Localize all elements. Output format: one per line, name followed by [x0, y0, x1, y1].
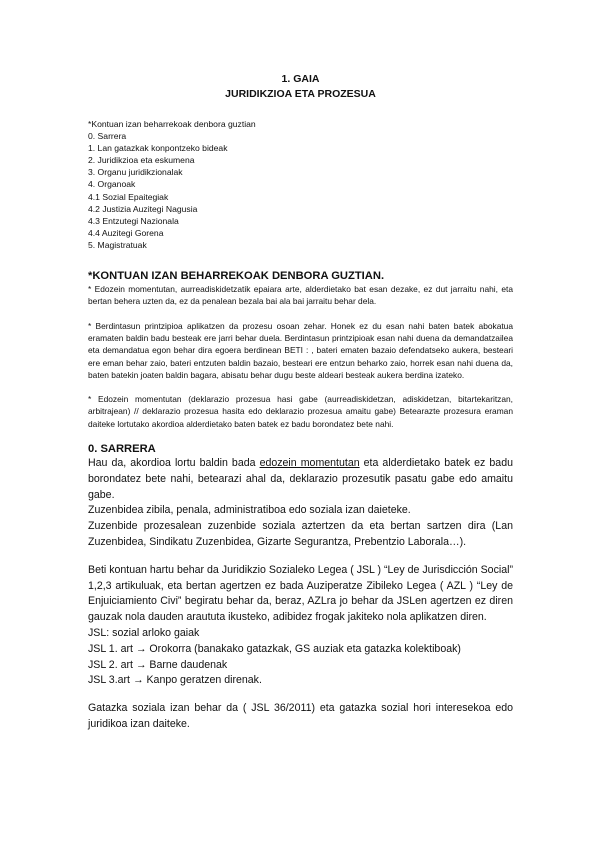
kontuan-paragraph-1: * Edozein momentutan, aurreadiskidetzatik epaiara arte, alderdietako bat esan dezake, ez dut jarraitu nahi, eta bertan behera uzten da, ez da penalean bezala bai ala bai jarraitu behar dela.	[88, 284, 513, 307]
toc-item: 4.3 Entzutegi Nazionala	[88, 215, 179, 226]
title-line-2: JURIDIKZIOA ETA PROZESUA	[225, 88, 376, 100]
text-span: eta alderdietako batek ez badu borondatez bete nahi, betearazi ahal da, deklarazio prozesutik pasatu gabe edo amaitu gabe.	[88, 457, 513, 501]
kontuan-heading: *KONTUAN IZAN BEHARREKOAK DENBORA GUZTIAN.	[88, 270, 385, 283]
table-of-contents	[88, 118, 513, 251]
sarrera-paragraph-2: Zuzenbidea zibila, penala, administratiboa edo soziala izan daieteke.	[88, 504, 411, 517]
underlined-text: edozein momentutan	[259, 457, 360, 469]
toc-item: 4.4 Auzitegi Gorena	[88, 227, 164, 238]
toc-item: 4.2 Justizia Auzitegi Nagusia	[88, 203, 198, 214]
text-span: Hau da, akordioa lortu baldin bada	[88, 457, 260, 469]
jsl-line: JSL 3.art → Kanpo geratzen direnak.	[88, 674, 262, 687]
sarrera-heading: 0. SARRERA	[88, 443, 156, 455]
sarrera-paragraph-3: Zuzenbide prozesalean zuzenbide soziala aztertzen da eta bertan sartzen dira (Lan Zuzenbidea, Sindikatu Zuzenbidea, Gizarte Segurantza, Prebentzio Laborala…).	[88, 520, 513, 548]
toc-item: 1. Lan gatazkak konpontzeko bideak	[88, 143, 228, 154]
toc-item: 2. Juridikzioa eta eskumena	[88, 155, 195, 166]
kontuan-paragraph-2: * Berdintasun printzipioa aplikatzen da prozesu osoan zehar. Honek ez du esan nahi baten batek abokatua eramaten baldin badu besteak ere jarri behar duela. Berdintasun printzipioak esan nahi duena da demandatzailea eta demandatua egon behar dira egoera berdinean BETI : , bateri ematen bazaio defendatseko aukera, besteari ere eman behar zaio, bateri entzuten baldin bazaio, besteari ere entzun beharko zaio, horrek esan nahi duena da, baten batekin joaten baldin bagara, abisatu behar dugu beste aldeari besteak aukera berdina izateko.	[88, 320, 513, 380]
toc-item: 4. Organoak	[88, 179, 136, 190]
toc-item: 5. Magistratuak	[88, 239, 147, 250]
toc-item: 3. Organu juridikzionalak	[88, 167, 183, 178]
toc-item: 4.1 Sozial Epaitegiak	[88, 191, 169, 202]
jsl-line: JSL 2. art → Barne daudenak	[88, 658, 228, 671]
sarrera-paragraph-5: Gatazka soziala izan behar da ( JSL 36/2011) eta gatazka sozial hori interesekoa edo juridikoa izan daiteke.	[88, 702, 513, 730]
kontuan-paragraph-3: * Edozein momentutan (deklarazio prozesua hasi gabe (aurreadiskidetzan, adiskidetzan, bitartekaritzan, arbitrajean) // deklarazio prozesua hasita edo deklarazio prozesua amaitu gabe) Betearazte prozesura eraman daiteke lortutako akordioa alderdietako baten batek ez badu borondatez bete nahi.	[88, 394, 513, 429]
sarrera-paragraph-1	[88, 456, 513, 503]
toc-item: *Kontuan izan beharrekoak denbora guztian	[88, 119, 256, 129]
title-line-1: 1. GAIA	[281, 73, 320, 85]
sarrera-paragraph-4: Beti kontuan hartu behar da Juridikzio Sozialeko Legea ( JSL ) “Ley de Jurisdicción Social” 1,2,3 artikuluak, eta bertan agertzen ez bada Auziperatze Zibileko Legea ( AZL ) “Ley de Enjuiciamiento Civi” begiratu behar da, beraz, AZLra jo behar da JSLen agertzen ez diren gauzak nola dauden araututa ikusteko, adibidez frogak jakiteko nola aplikatzen diren.	[88, 563, 513, 624]
jsl-line: JSL 1. art → Orokorra (banakako gatazkak, GS auziak eta gatazka kolektiboak)	[88, 642, 461, 655]
document-title	[88, 72, 513, 102]
document-page	[88, 72, 513, 733]
jsl-line: JSL: sozial arloko gaiak	[88, 626, 200, 639]
toc-item: 0. Sarrera	[88, 131, 127, 142]
